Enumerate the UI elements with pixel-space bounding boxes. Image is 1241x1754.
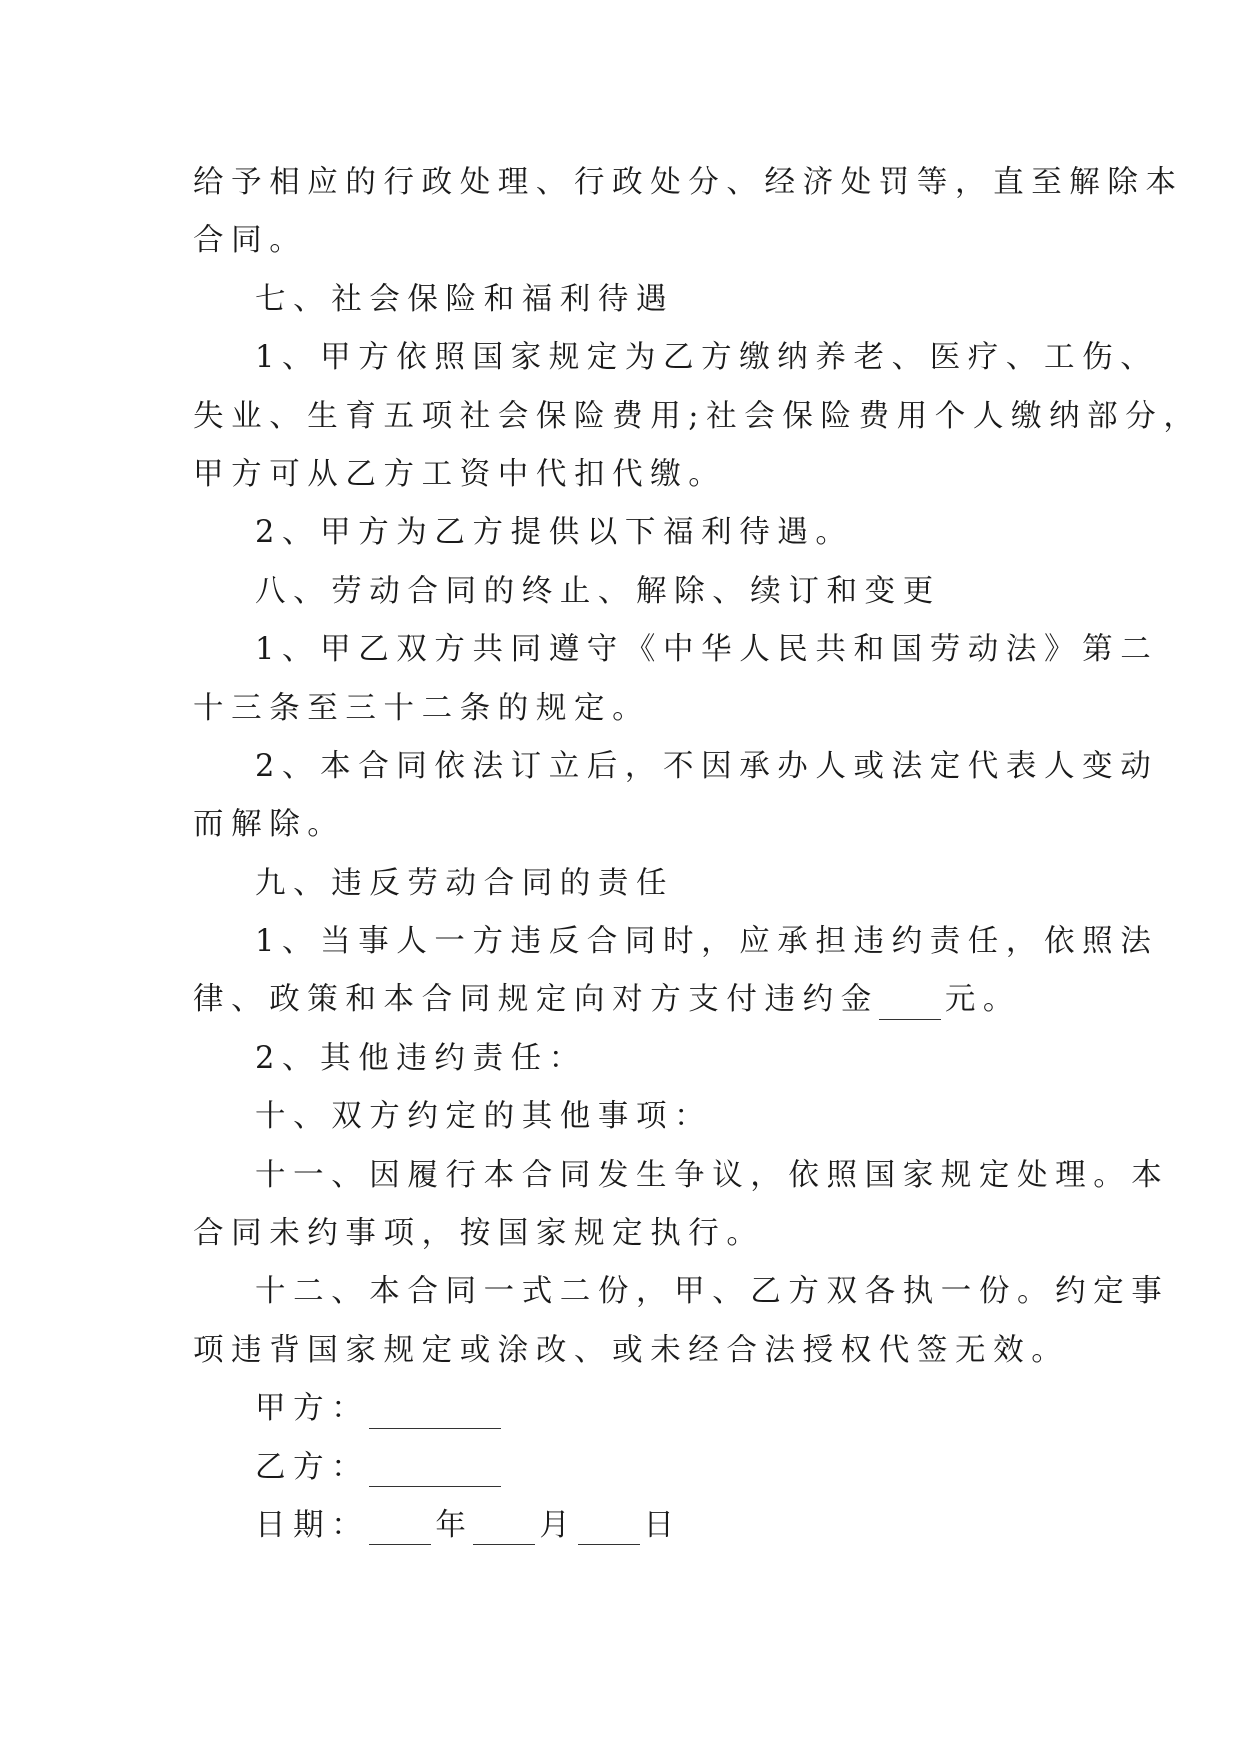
text-line: 2、其他违约责任：: [255, 1040, 587, 1076]
text-line: 十一、因履行本合同发生争议，依照国家规定处理。本: [255, 1157, 1170, 1193]
text-line: 失业、生育五项社会保险费用;社会保险费用个人缴纳部分，: [193, 398, 1202, 434]
section-heading: 十、双方约定的其他事项：: [255, 1099, 713, 1135]
party-b-label: 乙方：: [255, 1449, 370, 1485]
penalty-line: [193, 971, 1053, 1029]
date-line: [193, 1497, 1053, 1555]
day-label: 日: [643, 1507, 682, 1543]
text-line: 项违背国家规定或涂改、或未经合法授权代签无效。: [193, 1332, 1070, 1368]
party-a-blank: [369, 1394, 501, 1429]
text-line: 2、甲方为乙方提供以下福利待遇。: [255, 515, 854, 551]
section-heading: 七、社会保险和福利待遇: [255, 281, 675, 317]
text-line: 2、本合同依法订立后，不因承办人或法定代表人变动: [255, 748, 1159, 784]
month-label: 月: [539, 1507, 578, 1543]
penalty-unit: 元。: [944, 982, 1022, 1018]
document-page: [193, 154, 1202, 1555]
text-line: 1、甲方依照国家规定为乙方缴纳养老、医疗、工伤、: [255, 340, 1159, 376]
party-b-line: [193, 1439, 1053, 1497]
text-line: 合同未约事项，按国家规定执行。: [193, 1216, 765, 1252]
text-line: 给予相应的行政处理、行政处分、经济处罚等，直至解除本: [193, 165, 1184, 200]
penalty-text: 律、政策和本合同规定向对方支付违约金: [193, 982, 879, 1018]
text-line: 1、当事人一方违反合同时，应承担违约责任，依照法: [255, 924, 1159, 960]
section-heading: 八、劳动合同的终止、解除、续订和变更: [255, 573, 941, 609]
day-blank: [578, 1510, 640, 1545]
party-a-line: [193, 1380, 1053, 1438]
year-blank: [369, 1510, 431, 1545]
month-blank: [473, 1510, 535, 1545]
date-label: 日期：: [255, 1507, 370, 1543]
penalty-amount-blank: [879, 985, 941, 1020]
text-line: 十三条至三十二条的规定。: [193, 690, 651, 726]
party-b-blank: [369, 1452, 501, 1487]
text-line: 甲方可从乙方工资中代扣代缴。: [193, 456, 727, 492]
text-line: 合同。: [193, 223, 308, 259]
text-line: 十二、本合同一式二份，甲、乙方双各执一份。约定事: [255, 1274, 1170, 1310]
party-a-label: 甲方：: [255, 1391, 370, 1427]
text-line: 而解除。: [193, 807, 346, 843]
year-label: 年: [435, 1507, 474, 1543]
text-line: 1、甲乙双方共同遵守《中华人民共和国劳动法》第二: [255, 632, 1159, 668]
section-heading: 九、违反劳动合同的责任: [255, 865, 675, 901]
